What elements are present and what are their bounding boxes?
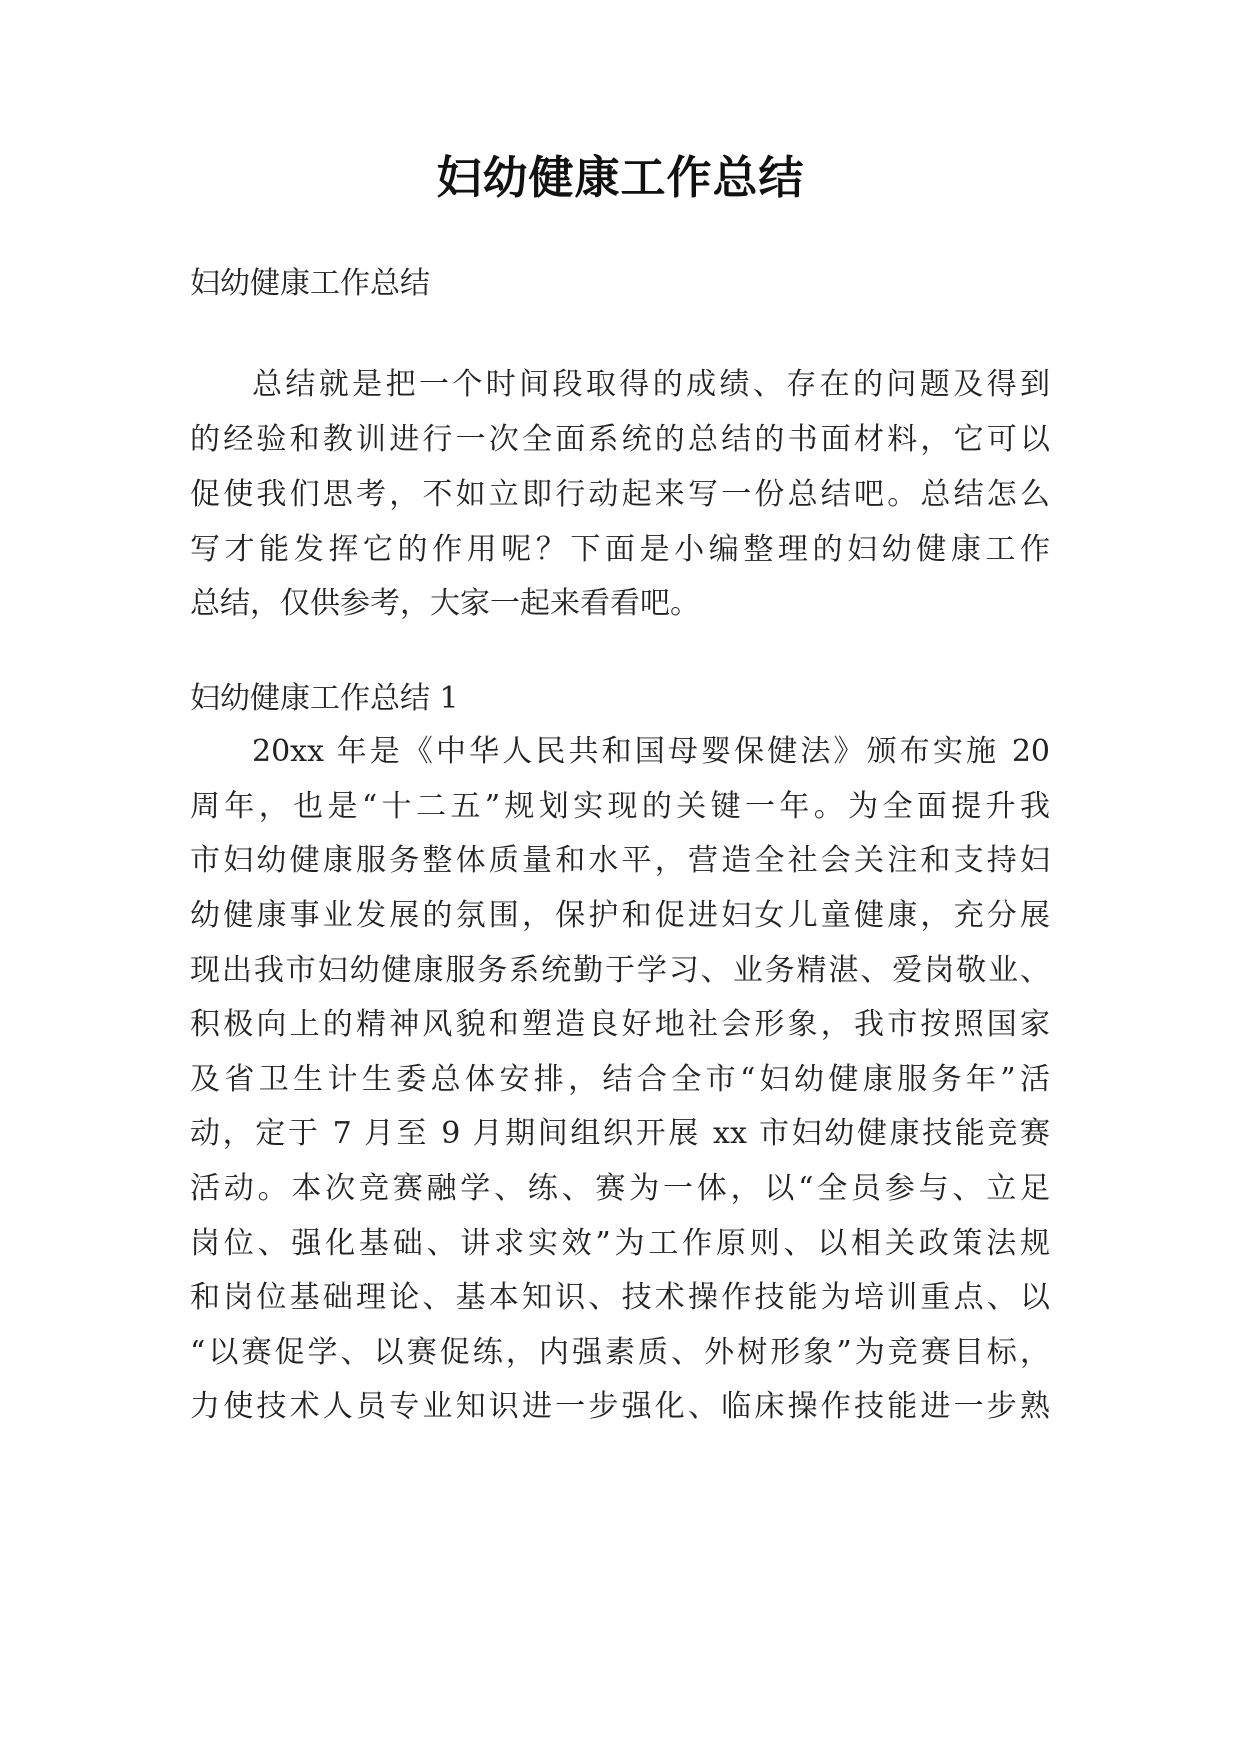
paragraph-line: 周年，也是“十二五”规划实现的关键一年。为全面提升我 [190,789,1050,824]
paragraph-line: 岗位、强化基础、讲求实效”为工作原则、以相关政策法规 [190,1226,1050,1261]
paragraph-line: 幼健康事业发展的氛围，保护和促进妇女儿童健康，充分展 [190,898,1050,933]
paragraph-line: 市妇幼健康服务整体质量和水平，营造全社会关注和支持妇 [190,843,1050,878]
document-title: 妇幼健康工作总结 [436,151,805,204]
paragraph-line: 的经验和教训进行一次全面系统的总结的书面材料，它可以 [190,422,1050,457]
paragraph-line: “以赛促学、以赛促练，内强素质、外树形象”为竞赛目标， [190,1335,1050,1370]
document-subtitle: 妇幼健康工作总结 [190,266,430,301]
paragraph-line: 积极向上的精神风貌和塑造良好地社会形象，我市按照国家 [190,1007,1050,1042]
paragraph-line: 写才能发挥它的作用呢？下面是小编整理的妇幼健康工作 [190,532,1050,567]
paragraph-line: 促使我们思考，不如立即行动起来写一份总结吧。总结怎么 [190,477,1050,512]
paragraph-line: 动，定于 7 月至 9 月期间组织开展 xx 市妇幼健康技能竞赛 [190,1116,1050,1151]
paragraph-line: 和岗位基础理论、基本知识、技术操作技能为培训重点、以 [190,1280,1050,1315]
paragraph-line: 总结，仅供参考，大家一起来看看吧。 [190,586,700,621]
paragraph-line: 总结就是把一个时间段取得的成绩、存在的问题及得到 [252,367,1050,402]
paragraph-line: 力使技术人员专业知识进一步强化、临床操作技能进一步熟 [190,1389,1050,1424]
paragraph-line: 及省卫生计生委总体安排，结合全市“妇幼健康服务年”活 [190,1062,1050,1097]
paragraph-line: 20xx 年是《中华人民共和国母婴保健法》颁布实施 20 [252,734,1050,769]
paragraph-line: 活动。本次竞赛融学、练、赛为一体，以“全员参与、立足 [190,1171,1050,1206]
section-heading: 妇幼健康工作总结 1 [190,681,459,716]
paragraph-line: 现出我市妇幼健康服务系统勤于学习、业务精湛、爱岗敬业、 [190,953,1050,988]
